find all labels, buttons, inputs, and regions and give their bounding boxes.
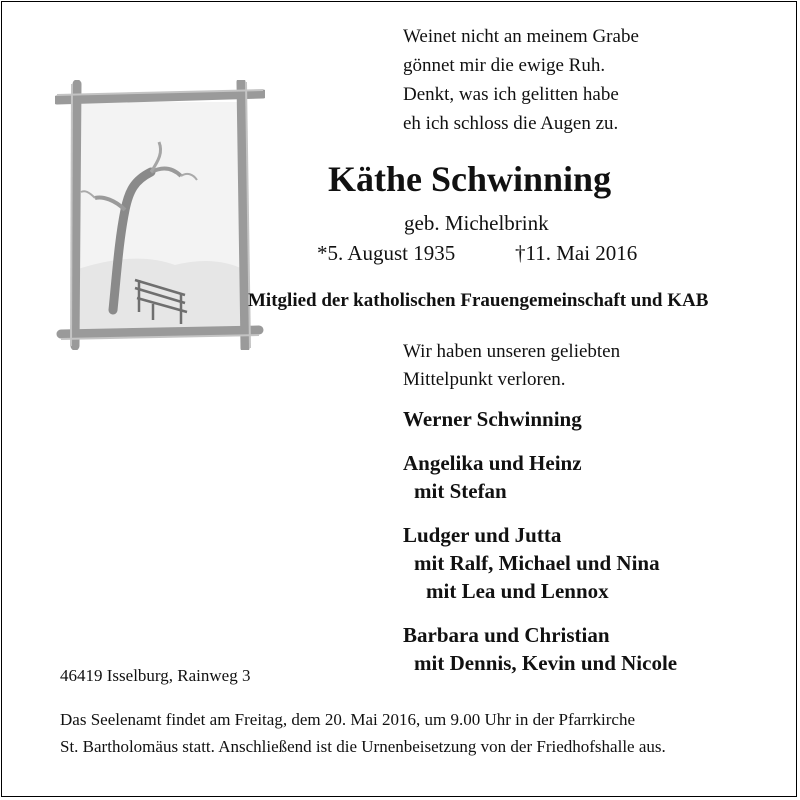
service-line: St. Bartholomäus statt. Anschließend ist die Urnenbeisetzung von der Friedhofshalle aus. xyxy=(60,737,666,756)
message-line: Mittelpunkt verloren. xyxy=(403,369,566,390)
family-group xyxy=(403,621,677,677)
tree-bench-frame-icon xyxy=(55,80,265,350)
family-line: Ludger und Jutta xyxy=(403,523,562,547)
deceased-name: Käthe Schwinning xyxy=(328,159,612,199)
service-line: Das Seelenamt findet am Freitag, dem 20. Mai 2016, um 9.00 Uhr in der Pfarrkirche xyxy=(60,710,636,729)
poem-line: gönnet mir die ewige Ruh. xyxy=(403,55,606,76)
birth-name: geb. Michelbrink xyxy=(404,211,549,235)
family-line: mit Ralf, Michael und Nina xyxy=(414,551,660,575)
family-group xyxy=(403,521,660,605)
death-date: †11. Mai 2016 xyxy=(515,241,638,265)
poem-line: Weinet nicht an meinem Grabe xyxy=(403,26,639,47)
family-group xyxy=(403,405,582,433)
address: 46419 Isselburg, Rainweg 3 xyxy=(60,666,251,685)
service-notice xyxy=(60,706,666,760)
poem-line: Denkt, was ich gelitten habe xyxy=(403,84,619,105)
mourning-message xyxy=(403,338,620,394)
family-line: Angelika und Heinz xyxy=(403,451,582,475)
family-line: Werner Schwinning xyxy=(403,407,582,431)
birth-date: *5. August 1935 xyxy=(317,241,456,265)
family-line: Barbara und Christian xyxy=(403,623,610,647)
poem-line: eh ich schloss die Augen zu. xyxy=(403,113,619,134)
family-group xyxy=(403,449,582,505)
family-line: mit Dennis, Kevin und Nicole xyxy=(414,651,678,675)
membership-line: Mitglied der katholischen Frauengemeinschaft und KAB xyxy=(248,290,709,311)
family-line: mit Stefan xyxy=(414,479,507,503)
family-line: mit Lea und Lennox xyxy=(426,579,609,603)
poem xyxy=(403,22,639,138)
message-line: Wir haben unseren geliebten xyxy=(403,341,621,362)
